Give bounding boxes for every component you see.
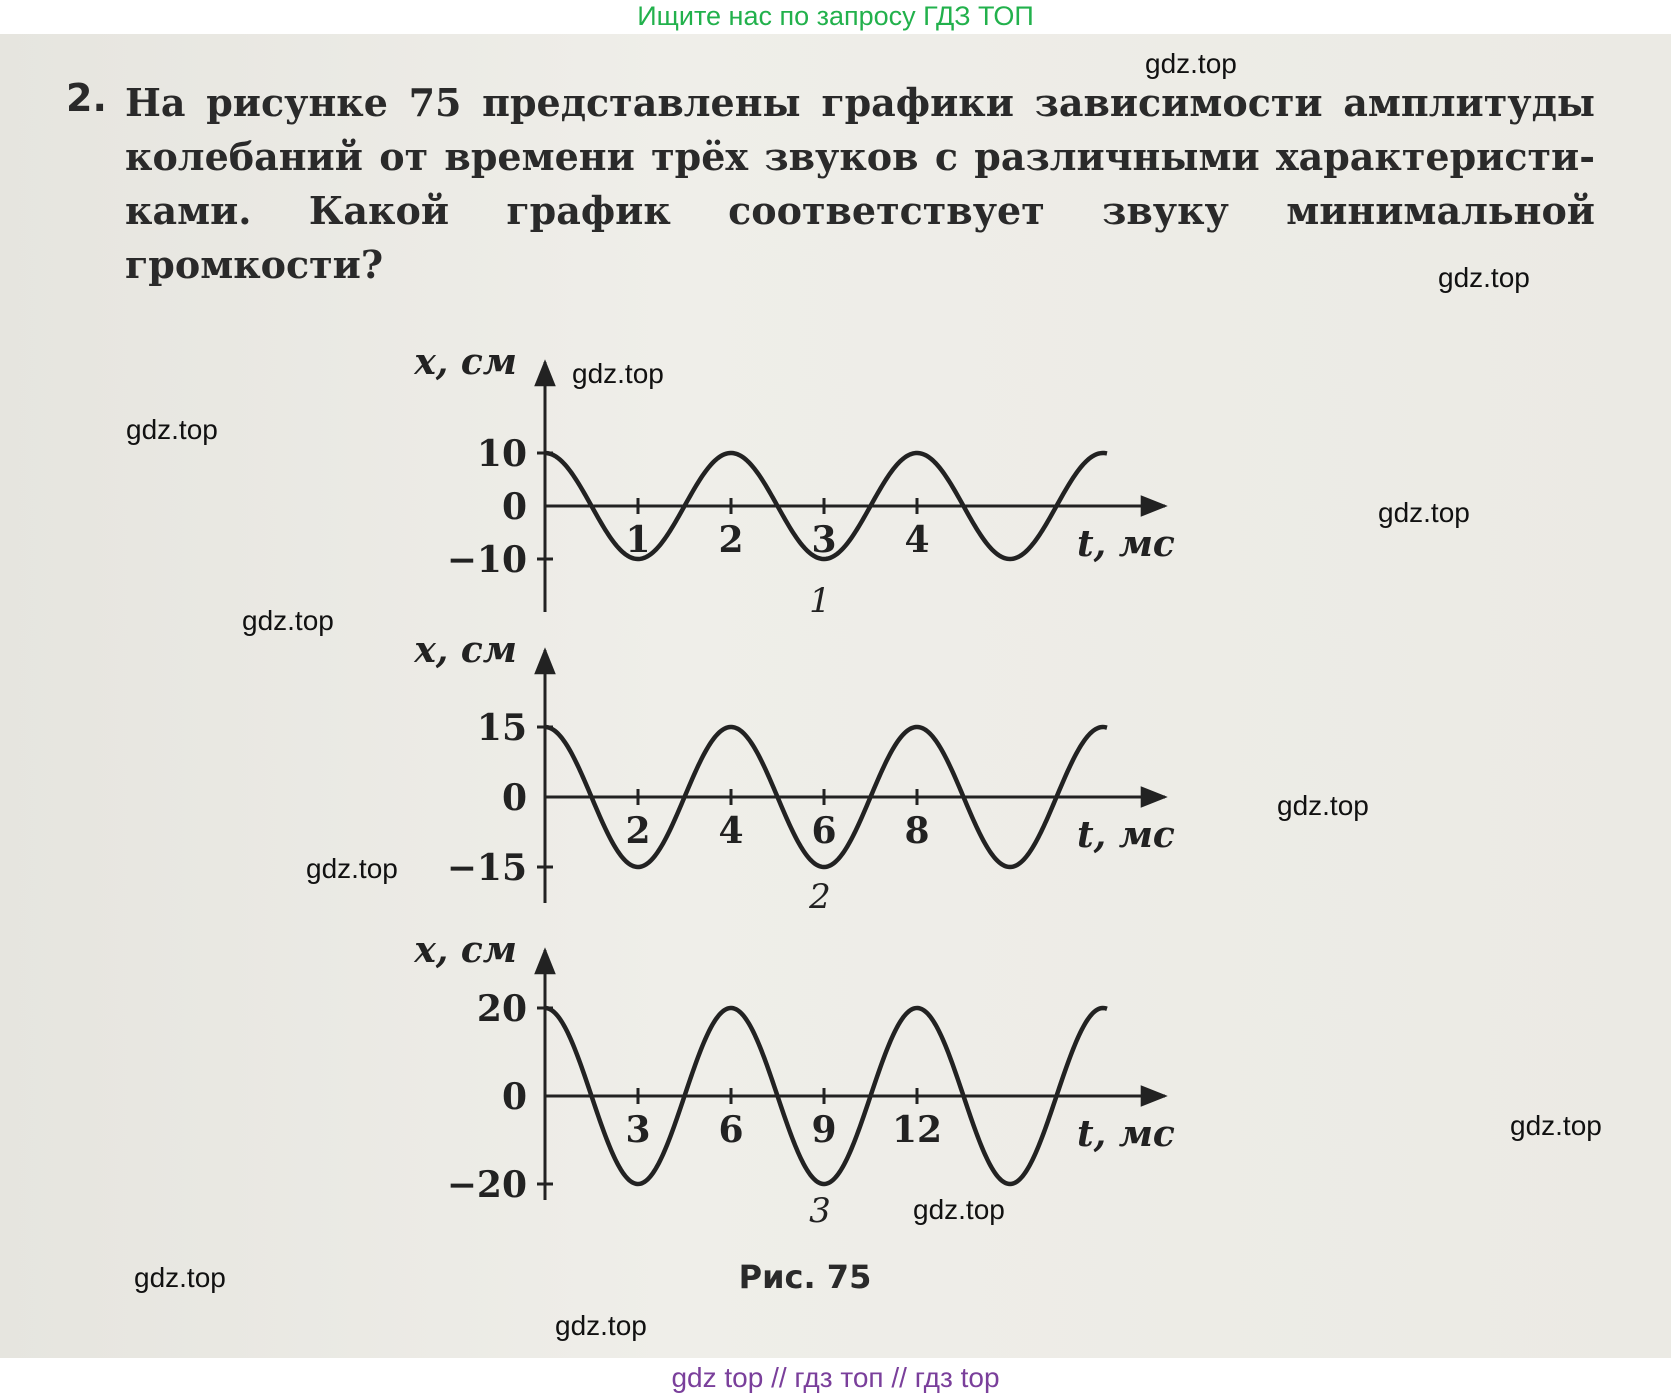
top-banner (0, 0, 1671, 34)
watermark: gdz.top (1510, 1110, 1602, 1141)
x-tick-label: 3 (811, 519, 837, 561)
x-tick-label: 2 (718, 519, 744, 561)
y-tick-label: 15 (476, 707, 527, 749)
watermark: gdz.top (555, 1310, 647, 1341)
bottom-banner (0, 1358, 1671, 1400)
y-tick-label: 10 (476, 433, 527, 475)
x-axis-label: t, мс (1077, 523, 1175, 565)
x-axis-label: t, мс (1077, 1113, 1175, 1155)
y-tick-label: −15 (446, 847, 527, 889)
watermark: gdz.top (1277, 790, 1369, 821)
watermark: gdz.top (242, 605, 334, 636)
x-tick-label: 4 (904, 519, 930, 561)
figure-caption: Рис. 75 (738, 1258, 872, 1296)
watermark: gdz.top (306, 853, 398, 884)
x-tick-label: 8 (904, 810, 930, 852)
graph-number-label: 3 (809, 1191, 831, 1231)
x-tick-label: 6 (718, 1109, 744, 1151)
x-tick-label: 3 (625, 1109, 651, 1151)
y-tick-label: 0 (501, 486, 527, 528)
watermark: gdz.top (1438, 262, 1530, 293)
x-tick-label: 12 (891, 1109, 943, 1151)
graph-number-label: 1 (809, 581, 831, 621)
y-tick-label: 0 (501, 1076, 527, 1118)
top-banner-text[interactable]: Ищите нас по запросу ГДЗ ТОП (637, 1, 1034, 31)
y-tick-label: −10 (446, 539, 527, 581)
watermark: gdz.top (1378, 497, 1470, 528)
graph-number-label: 2 (809, 877, 831, 917)
y-tick-label: −20 (446, 1164, 527, 1206)
x-tick-label: 1 (625, 519, 651, 561)
x-tick-label: 2 (625, 810, 651, 852)
watermark: gdz.top (572, 358, 664, 389)
x-tick-label: 4 (718, 810, 744, 852)
x-axis-label: t, мс (1077, 814, 1175, 856)
y-tick-label: 20 (476, 988, 527, 1030)
watermark: gdz.top (134, 1262, 226, 1293)
watermark: gdz.top (913, 1194, 1005, 1225)
watermark: gdz.top (126, 414, 218, 445)
y-axis-label: x, см (414, 341, 517, 383)
problem-text: На рисунке 75 представлены графики зависимости амплитуды колебаний от времени трёх звуков с различными характеристиками. Какой график соответствует звуку минимальной громкости? (125, 80, 1595, 287)
watermark: gdz.top (1145, 48, 1237, 79)
bottom-banner-text[interactable]: gdz top // гдз топ // гдз top (671, 1362, 1000, 1393)
x-tick-label: 6 (811, 810, 837, 852)
problem-number: 2. (66, 76, 107, 120)
x-tick-label: 9 (811, 1109, 837, 1151)
y-tick-label: 0 (501, 777, 527, 819)
y-axis-label: x, см (414, 629, 517, 671)
y-axis-label: x, см (414, 929, 517, 971)
